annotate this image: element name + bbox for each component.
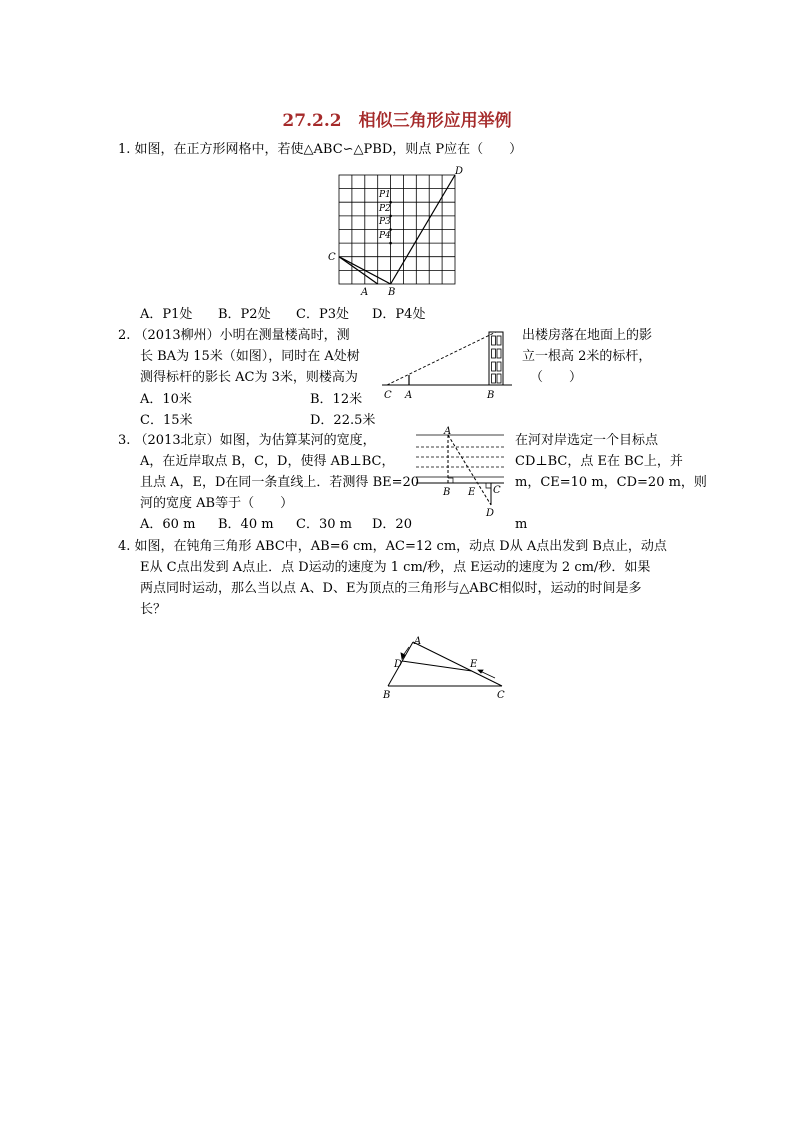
q3-stem-3-right: m，CE=10 m，CD=20 m，则 xyxy=(515,475,707,490)
q1-label-D: D xyxy=(455,166,464,177)
q3-option-d-unit: m xyxy=(515,517,528,532)
q1-label-A: A xyxy=(361,287,369,298)
q4-stem-2: E从 C点出发到 A点止．点 D运动的速度为 1 cm/秒，点 E运动的速度为 2 cm/秒．如果 xyxy=(140,560,651,575)
q2-stem-3: 测得标杆的影长 AC为 3米，则楼高为 xyxy=(140,370,358,385)
q2-stem-2-right: 立一根高 2米的标杆， xyxy=(522,349,652,364)
q3-option-b: B．40 m xyxy=(218,517,274,532)
q3-option-a: A．60 m xyxy=(140,517,196,532)
q4-label-C: C xyxy=(497,690,505,701)
q2-stem-2: 长 BA为 15米（如图），同时在 A处树 xyxy=(140,349,360,364)
q2-label-C: C xyxy=(384,390,392,401)
q1-figure xyxy=(325,163,465,298)
q3-label-E: E xyxy=(468,487,476,498)
q1-label-B: B xyxy=(388,287,396,298)
q2-label-B: B xyxy=(487,390,495,401)
q1-label-C: C xyxy=(328,252,336,263)
q4-stem-4: 长？ xyxy=(140,602,167,617)
q2-stem-1-right: 出楼房落在地面上的影 xyxy=(522,328,653,343)
q3-stem-2-right: CD⊥BC，点 E在 BC上，并 xyxy=(515,454,683,469)
q1-option-c: C．P3处 xyxy=(296,307,349,322)
q2-option-b: B．12米 xyxy=(310,392,363,407)
q2-stem-3-right: （ ） xyxy=(530,370,583,385)
q1-stem: 1. 如图，在正方形网格中，若使△ABC∽△PBD，则点 P应在（ ） xyxy=(118,142,523,157)
q4-label-E: E xyxy=(470,659,478,670)
q1-label-P3: P3 xyxy=(379,217,391,227)
page-title: 27.2.2 相似三角形应用举例 xyxy=(282,111,512,131)
q3-label-C: C xyxy=(493,485,501,496)
q4-label-D: D xyxy=(394,659,403,670)
q1-option-b: B．P2处 xyxy=(218,307,271,322)
q3-stem-4: 河的宽度 AB等于（ ） xyxy=(140,496,294,511)
q4-label-A: A xyxy=(414,636,422,647)
q3-label-A: A xyxy=(444,426,452,437)
q2-figure xyxy=(380,328,515,400)
q3-stem-1: 3. （2013北京）如图，为估算某河的宽度， xyxy=(118,433,376,448)
q1-label-P4: P4 xyxy=(379,231,391,241)
q2-option-c: C．15米 xyxy=(140,413,193,428)
q3-label-B: B xyxy=(443,487,451,498)
q1-option-d: D．P4处 xyxy=(372,307,426,322)
q3-figure xyxy=(412,425,512,520)
q4-stem-1: 4. 如图，在钝角三角形 ABC中，AB=6 cm，AC=12 cm，动点 D从 A点出发到 B点止，动点 xyxy=(118,539,667,554)
q3-stem-1-right: 在河对岸选定一个目标点 xyxy=(515,433,659,448)
q1-option-a: A．P1处 xyxy=(140,307,193,322)
q4-label-B: B xyxy=(383,690,391,701)
q2-option-d: D．22.5米 xyxy=(310,413,376,428)
q4-figure xyxy=(380,634,510,704)
q3-option-c: C．30 m xyxy=(296,517,352,532)
q3-stem-3: 且点 A，E，D在同一条直线上．若测得 BE=20 xyxy=(140,475,420,490)
q1-label-P2: P2 xyxy=(379,204,391,214)
q2-stem-1: 2. （2013柳州）小明在测量楼高时，测 xyxy=(118,328,350,343)
q2-label-A: A xyxy=(405,390,413,401)
q3-option-d: D．20 xyxy=(372,517,412,532)
q2-option-a: A．10米 xyxy=(140,392,192,407)
q4-stem-3: 两点同时运动，那么当以点 A、D、E为顶点的三角形与△ABC相似时，运动的时间是多 xyxy=(140,581,642,596)
q3-label-D: D xyxy=(486,508,495,519)
q3-stem-2: A，在近岸取点 B，C，D，使得 AB⊥BC， xyxy=(140,454,395,469)
q1-label-P1: P1 xyxy=(379,190,391,200)
